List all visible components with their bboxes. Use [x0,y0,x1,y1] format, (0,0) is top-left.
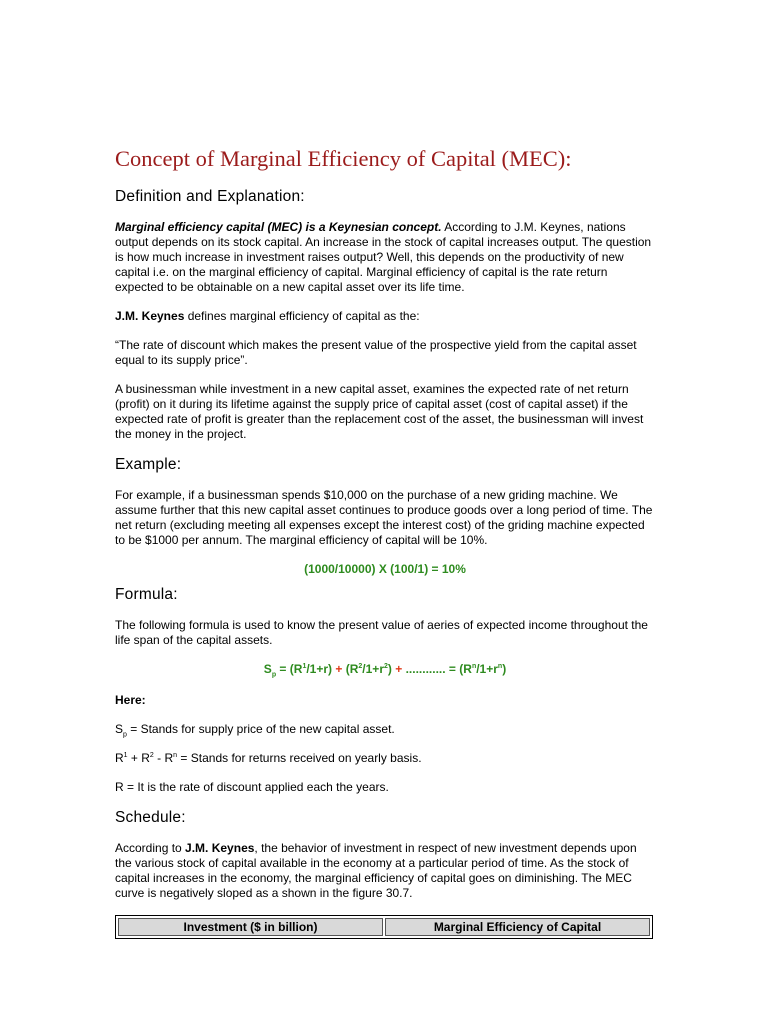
def-r1-sup: 1 [123,752,128,759]
def-rn: - R [153,751,174,765]
def-sp-sub: p [123,731,127,739]
here-label [115,693,655,708]
present-value-equation [115,662,655,679]
example-heading: Example: [115,456,182,473]
document-page [115,146,655,939]
eq-equals: = (R [276,662,303,676]
def-r2-sup: 2 [149,752,154,759]
definition-returns [115,751,655,766]
keynes-defines-paragraph [115,309,655,324]
formula-heading: Formula: [115,586,178,603]
eq-t2-close: ) [387,662,392,676]
eq-t2-mid: /1+r [362,662,384,676]
schedule-text-b: , the behavior of investment in respect of new investment depends upon the various stock of capital available in the economy at a particular period of time. As the stock of capital increases in the economy, the marginal efficiency of capital goes on diminishing. The MEC curve is negatively sloped as a shown in the figure 30.7. [115,841,637,900]
eq-t2-sup2: 2 [383,663,388,670]
eq-sp: S [263,662,272,676]
example-formula: (1000/10000) X (100/1) = 10% [304,562,466,576]
keynes-defines-text: defines marginal efficiency of capital as the: [184,309,420,323]
def-r2: + R [127,751,150,765]
definition-heading: Definition and Explanation: [115,188,305,205]
def-sp-text: = Stands for supply price of the new capital asset. [126,722,395,736]
eq-sp-sub: p [271,671,277,679]
page-title: Concept of Marginal Efficiency of Capital (MEC): [115,146,572,171]
formula-paragraph: The following formula is used to know the present value of aeries of expected income throughout the life span of the capital assets. [115,618,648,647]
def-returns-text: = Stands for returns received on yearly basis. [177,751,422,765]
eq-t2: (R [345,662,359,676]
eq-tn-sup: n [471,663,477,670]
table-header-mec: Marginal Efficiency of Capital [385,918,650,936]
definition-lead: Marginal efficiency capital (MEC) is a Keynesian concept. [115,220,442,234]
definition-discount: R = It is the rate of discount applied each the years. [115,780,389,794]
def-rn-sup: n [173,752,178,759]
eq-tn-sup2: n [497,663,503,670]
eq-t1: /1+r) [306,662,333,676]
example-paragraph: For example, if a businessman spends $10,000 on the purchase of a new griding machine. We assume further that this new capital asset continues to produce goods over a long period of time. The net return (excluding meeting all expenses except the interest cost) of the griding machine expected to be $1000 per annum. The marginal efficiency of capital will be 10%. [115,488,653,547]
here-text: Here: [115,693,146,707]
table-header-investment: Investment ($ in billion) [118,918,383,936]
eq-tn-close: ) [502,662,507,676]
def-r1: R [115,751,124,765]
schedule-keynes-name: J.M. Keynes [185,841,255,855]
definition-sp [115,722,655,737]
schedule-text-a: According to [115,841,186,855]
keynes-quote: “The rate of discount which makes the present value of the prospective yield from the capital asset equal to its supply price”. [115,338,637,367]
schedule-heading: Schedule: [115,809,186,826]
definition-paragraph [115,220,655,295]
definition-text: According to J.M. Keynes, nations output depends on its stock capital. An increase in the stock of capital increases output. The question is how much increase in investment raises output? Well, this depends on the productivity of new capital i.e. on the marginal efficiency of capital. Marginal efficiency of capital is the rate return expected to be obtainable on a new capital asset over its life time. [115,220,652,294]
schedule-paragraph [115,841,655,901]
eq-tn-mid: /1+r [476,662,498,676]
eq-plus-2: + [391,662,406,676]
keynes-name: J.M. Keynes [115,309,185,323]
eq-t1-sup: 1 [302,663,307,670]
eq-dots: ............ = (R [405,662,472,676]
eq-t2-sup: 2 [358,663,363,670]
businessman-paragraph: A businessman while investment in a new capital asset, examines the expected rate of net return (profit) on it during its lifetime against the supply price of capital asset (cost of capital asset) if the expected rate of profit is greater than the replacement cost of the asset, the businessman will invest the money in the project. [115,382,644,441]
def-sp-s: S [115,722,124,736]
eq-plus-1: + [332,662,346,676]
schedule-table [115,915,653,939]
